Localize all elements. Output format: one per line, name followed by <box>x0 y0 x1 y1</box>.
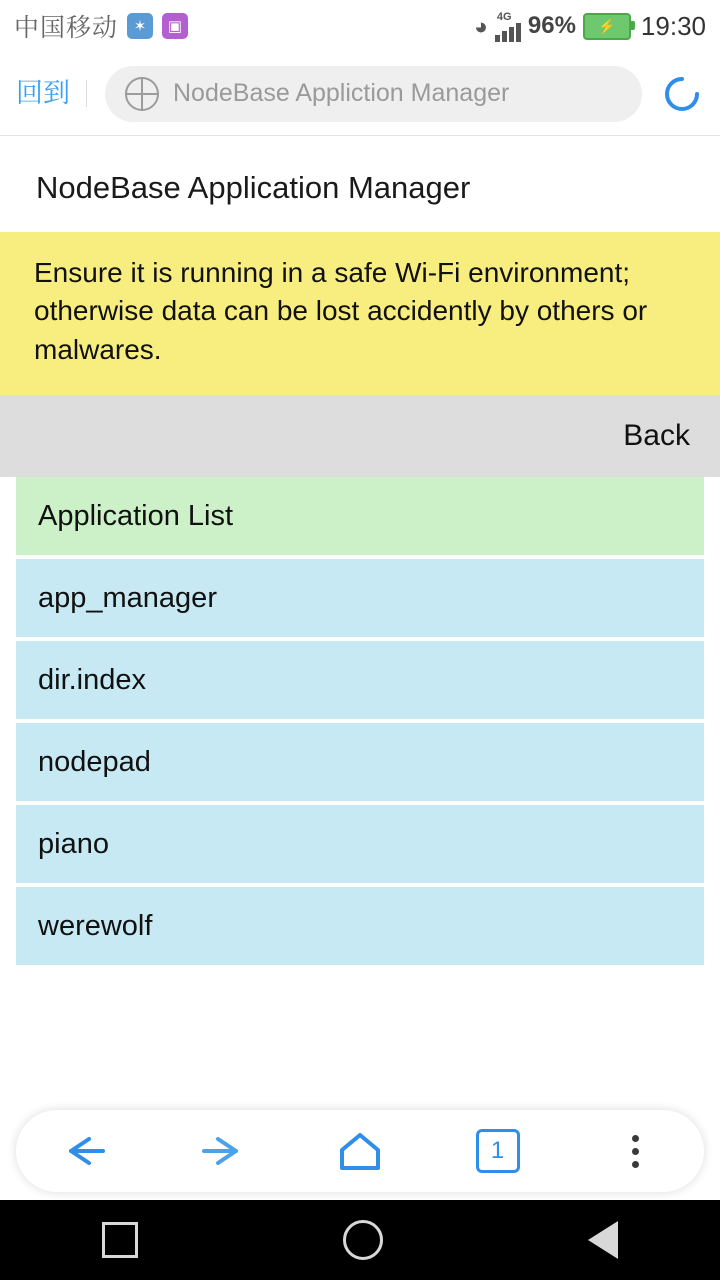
reload-icon[interactable] <box>660 72 704 116</box>
list-item[interactable]: piano <box>16 805 704 883</box>
status-right-cluster <box>474 11 706 42</box>
page-title: NodeBase Application Manager <box>36 170 471 205</box>
charging-bolt-icon: ⚡ <box>598 17 616 34</box>
battery-percent-label: 96% <box>527 12 576 39</box>
status-clock: 19:30 <box>640 10 706 41</box>
arrow-left-icon[interactable] <box>50 1116 120 1186</box>
screen-cast-icon: ▣ <box>162 13 188 39</box>
globe-icon <box>125 77 159 111</box>
wifi-icon: ◕ <box>473 12 488 39</box>
safety-notice: Ensure it is running in a safe Wi-Fi environment; otherwise data can be lost accidently by others or malwares. <box>0 232 720 395</box>
recents-square-icon[interactable] <box>102 1222 138 1258</box>
browser-back-link[interactable]: 回到 <box>16 80 87 107</box>
browser-bottom-nav <box>16 1110 704 1192</box>
signal-bar-4 <box>516 23 521 42</box>
tab-count-button[interactable] <box>463 1116 533 1186</box>
network-type-label: 4G <box>496 10 512 23</box>
status-bar <box>0 0 720 52</box>
home-circle-icon[interactable] <box>343 1220 383 1260</box>
arrow-right-icon[interactable] <box>187 1116 257 1186</box>
signal-bar-3 <box>509 27 514 42</box>
url-input[interactable]: NodeBase Appliction Manager <box>173 79 510 107</box>
list-item[interactable]: werewolf <box>16 887 704 965</box>
system-navigation-bar <box>0 1200 720 1280</box>
url-bar[interactable] <box>105 66 642 122</box>
back-bar <box>0 395 720 477</box>
carrier-label: 中国移动 <box>14 14 119 42</box>
back-triangle-icon[interactable] <box>588 1221 618 1259</box>
cellular-signal-icon <box>495 11 521 42</box>
home-icon[interactable] <box>325 1116 395 1186</box>
back-button[interactable]: Back <box>623 419 690 453</box>
tab-count-label: 1 <box>476 1129 520 1173</box>
browser-toolbar <box>0 52 720 136</box>
overflow-menu-icon[interactable] <box>600 1116 670 1186</box>
application-list <box>0 477 720 965</box>
list-item[interactable]: nodepad <box>16 723 704 801</box>
bluetooth-icon: ✶ <box>127 13 153 39</box>
list-header: Application List <box>16 477 704 555</box>
battery-charging-icon <box>583 13 631 40</box>
web-page-content <box>0 136 720 965</box>
kebab-dots <box>632 1135 639 1168</box>
list-item[interactable]: dir.index <box>16 641 704 719</box>
list-item[interactable]: app_manager <box>16 559 704 637</box>
signal-bar-1 <box>495 35 500 42</box>
signal-bar-2 <box>502 31 507 42</box>
